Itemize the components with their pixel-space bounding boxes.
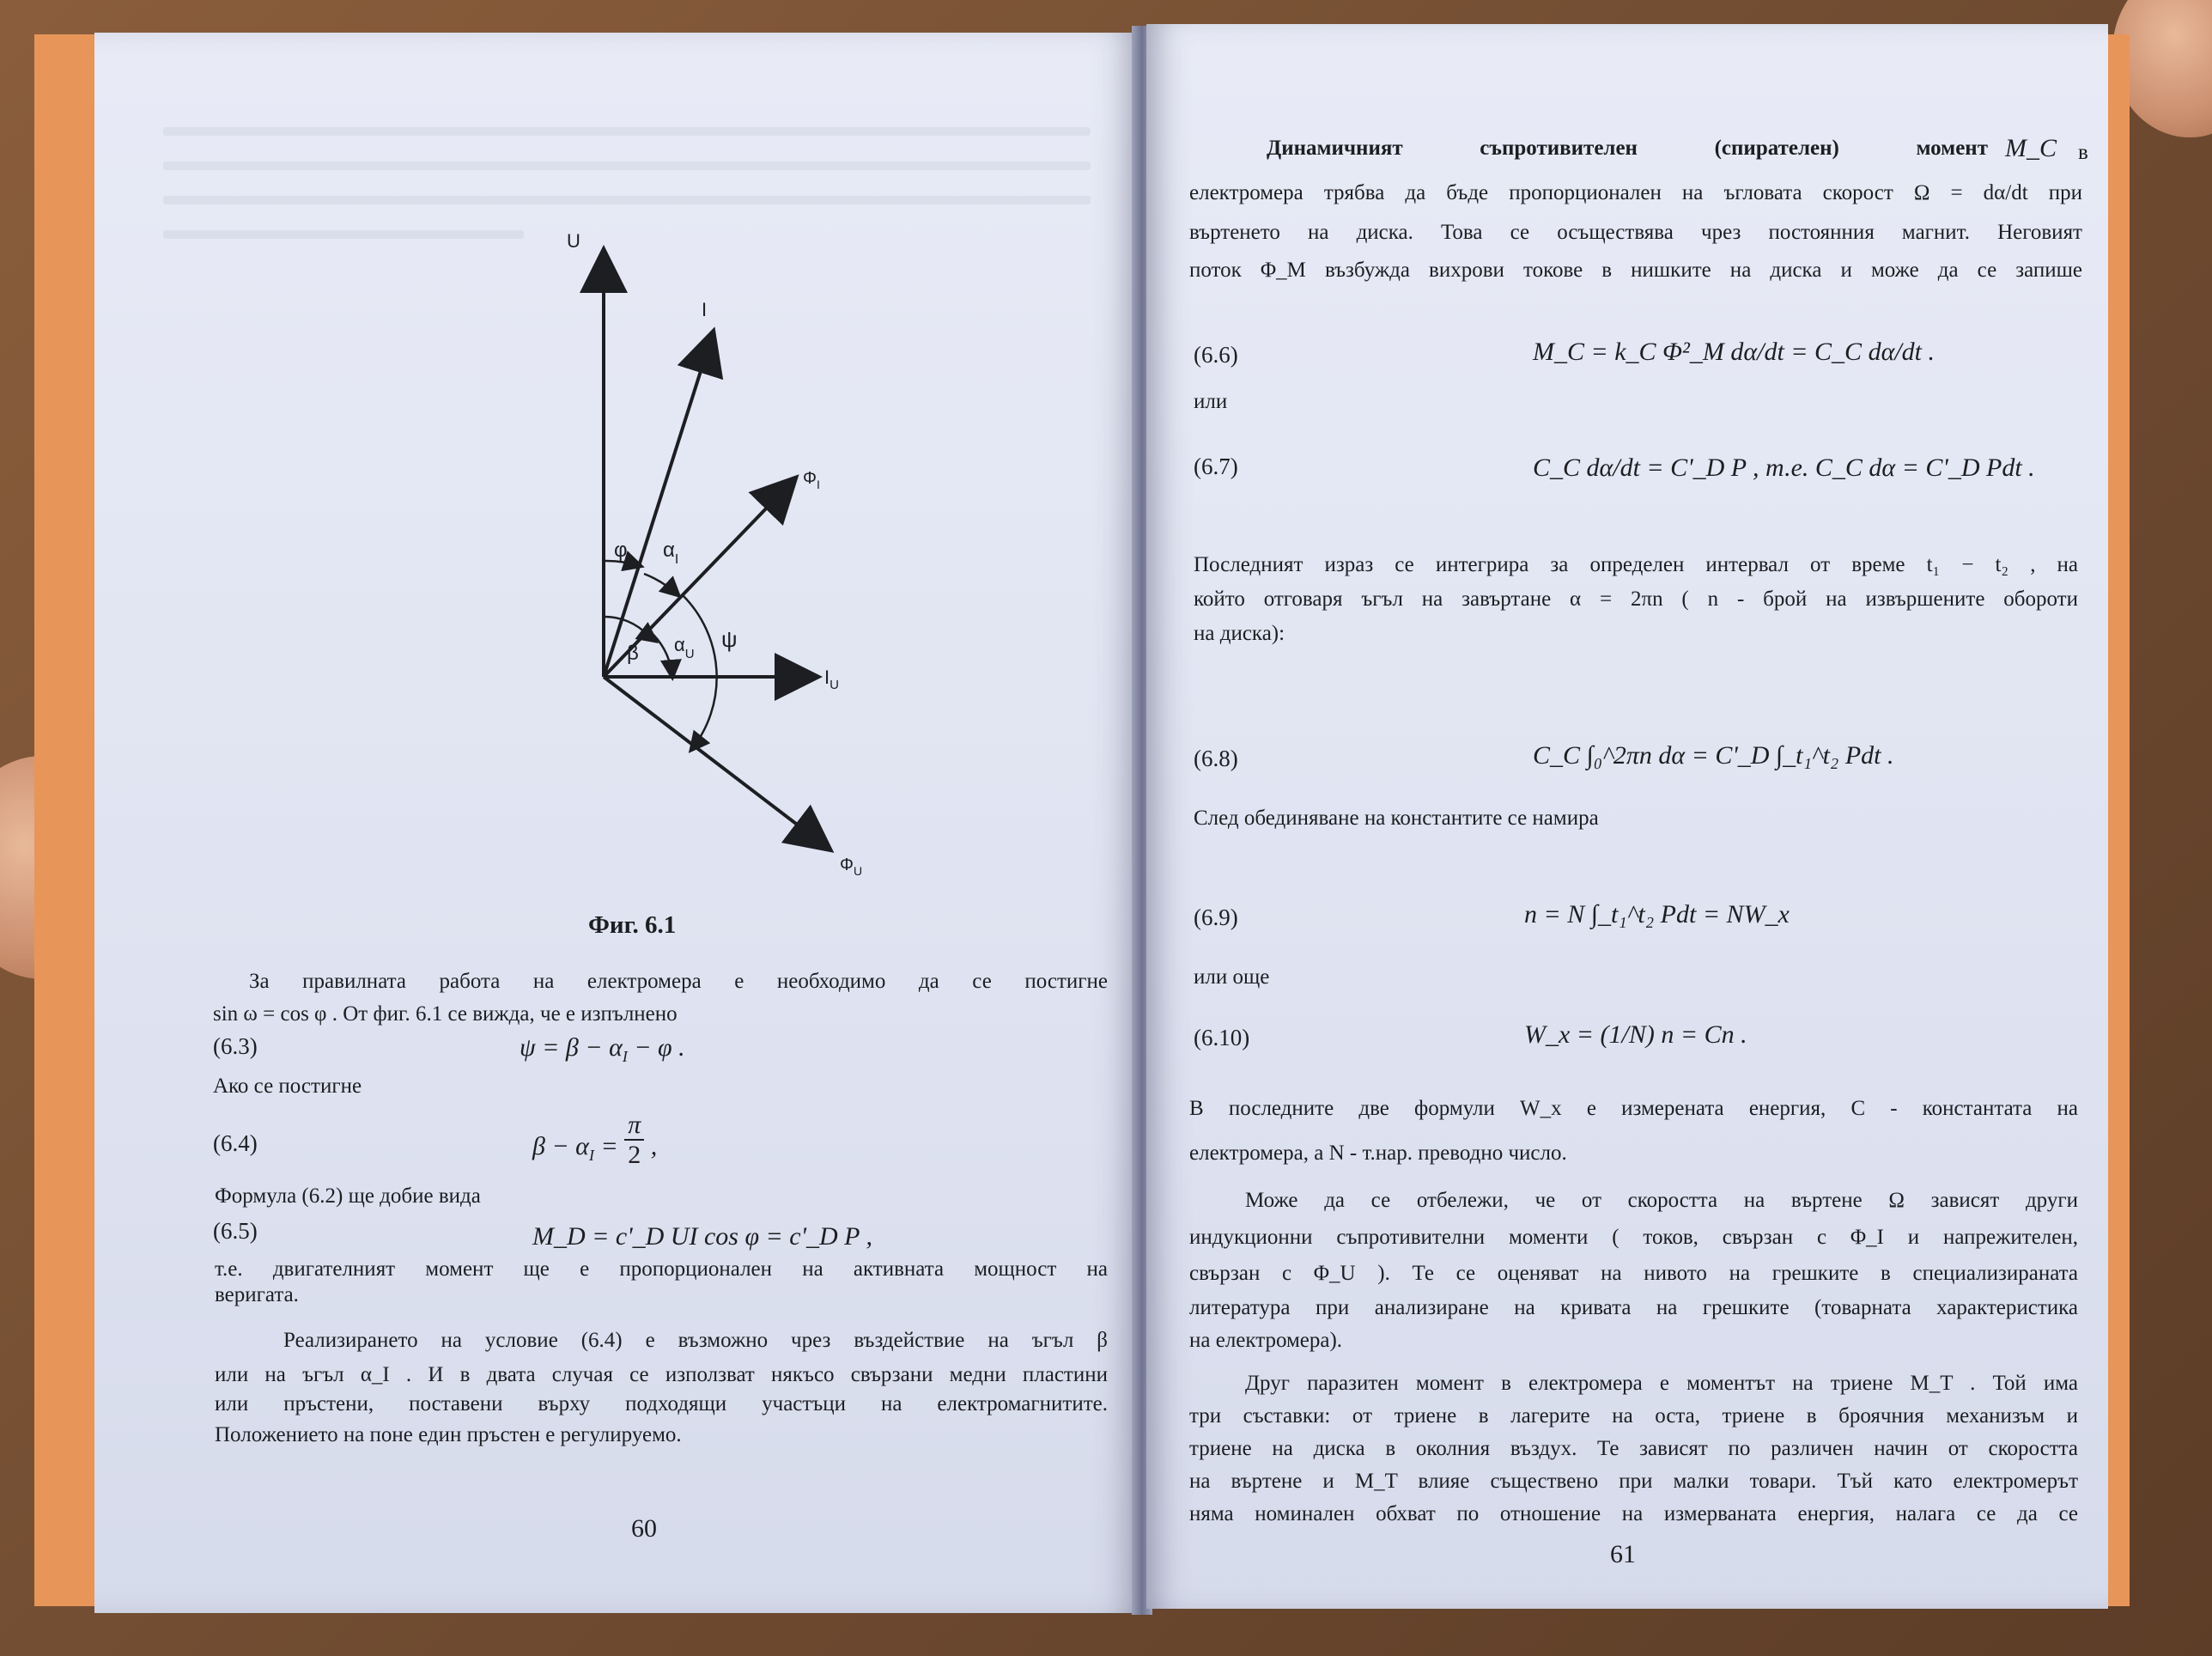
eq64: $\beta - \alpha_I$ = $\frac{\pi}{2}$ , — [532, 1111, 658, 1169]
phasor-diagram — [386, 196, 902, 900]
last-expr-line1: Последният израз се интегрира за определен интервал от време t₁ − t₂ , на — [1194, 553, 2078, 576]
ie-line1: т.е. двигателният момент ще е пропорционален на активната мощност на — [215, 1257, 1108, 1281]
heading-symbol: M_C — [2005, 134, 2057, 162]
left-para1-line2: sin ω = cos φ . От фиг. 6.1 се вижда, че е изпълнено — [213, 1002, 678, 1026]
p4-line2: три съставки: от триене в лагерите на оста, триене в броячния механизъм и — [1189, 1404, 2078, 1428]
arc-alpha-u — [653, 634, 672, 677]
i-vector — [604, 333, 713, 677]
left-para1-line1: За правилната работа на електромера е необходимо да се постигне — [249, 970, 1108, 993]
p4-line3: триене на диска в околния въздух. Те зависят по различен начин от скоростта — [1189, 1437, 2078, 1460]
left-page — [94, 33, 1138, 1613]
p3-line3: свързан с Φ_U ). Те се оценяват на нивото на грешките в специализираната — [1189, 1262, 2078, 1285]
p3-line5: на електромера). — [1189, 1329, 1343, 1352]
left-para2-line3: или пръстени, поставени върху подходящи участъци на електромагнитите. — [215, 1392, 1108, 1416]
eq68: C_C ∫₀^2πn dα = C'_D ∫_t₁^t₂ Pdt . — [1533, 741, 1894, 770]
last-formulas-line2: електромера, а N - т.нар. преводно число. — [1189, 1142, 1567, 1165]
label-phi-i: $\Phi_I$ — [803, 469, 820, 491]
eq67-number: (6.7) — [1194, 454, 1238, 479]
eq69-number: (6.9) — [1194, 904, 1238, 930]
ie-line2: веригата. — [215, 1283, 299, 1306]
left-para2-line1: Реализирането на условие (6.4) е възможно чрез въздействие на ъгъл β — [283, 1329, 1108, 1352]
right-line4: поток Φ_M възбужда вихрови токове в нишките на диска и може да се запише — [1189, 259, 2082, 282]
label-phi-u: $\Phi_U$ — [840, 855, 863, 878]
right-line2: електромера трябва да бъде пропорционален на ъгловата скорост Ω = dα/dt при — [1189, 181, 2082, 204]
if-achieved-text: Ако се постигне — [213, 1075, 362, 1098]
phi-u-vector — [604, 677, 829, 849]
eq68-number: (6.8) — [1194, 746, 1238, 771]
or-2: или още — [1194, 965, 1270, 989]
last-formulas-line1: В последните две формули W_x е измерената енергия, C - константата на — [1189, 1097, 2078, 1120]
label-phi: φ — [614, 539, 628, 562]
label-beta: β — [627, 642, 639, 665]
arc-beta — [604, 617, 655, 641]
eq66: M_C = k_C Φ²_M dα/dt = C_C dα/dt . — [1533, 338, 1935, 366]
eq65-number: (6.5) — [213, 1218, 258, 1244]
label-alpha-u: $\alpha_U$ — [674, 634, 695, 661]
eq65: M_D = c'_D UI cos φ = c'_D P , — [532, 1222, 872, 1251]
right-line3: въртенето на диска. Това се осъществява чрез постоянния магнит. Неговият — [1189, 221, 2082, 244]
page-number-61: 61 — [1610, 1540, 1636, 1568]
p3-line4: литература при анализиране на кривата на грешките (товарната характеристика — [1189, 1296, 2078, 1319]
eq63: $\psi = \beta - \alpha_I - \varphi$ . — [520, 1033, 685, 1065]
p3-line2: индукционни съпротивителни моменти ( токов, свързан с Φ_I и напрежителен, — [1189, 1226, 2078, 1249]
arc-alpha-i — [644, 574, 678, 595]
label-alpha-i: $\alpha_I$ — [663, 539, 679, 567]
formula-text: Формула (6.2) ще добие вида — [215, 1184, 481, 1208]
eq63-number: (6.3) — [213, 1033, 258, 1059]
arc-psi — [683, 595, 717, 750]
p4-line5: няма номинален обхват по отношение на измерваната енергия, налага се да се — [1189, 1502, 2078, 1525]
figure-caption: Фиг. 6.1 — [588, 911, 677, 939]
last-expr-line3: на диска): — [1194, 622, 1285, 645]
label-i: I — [702, 299, 708, 320]
heading-line: Динамичният съпротивителен (спирателен) момент — [1267, 137, 1988, 160]
label-iu: $I_U$ — [824, 667, 839, 692]
heading-end: в — [2078, 141, 2088, 164]
eq69: n = N ∫_t₁^t₂ Pdt = NW_x — [1524, 900, 1790, 928]
eq610-number: (6.10) — [1194, 1025, 1250, 1050]
eq610: W_x = (1/N) n = Cn . — [1524, 1020, 1747, 1049]
left-para2-line4: Положението на поне един пръстен е регулируемо. — [215, 1423, 682, 1446]
eq64-number: (6.4) — [213, 1130, 258, 1156]
label-u: U — [567, 230, 580, 252]
p4-line4: на въртене и M_T влияе съществено при малки товари. Тъй като електромерът — [1189, 1470, 2078, 1493]
or-1: или — [1194, 390, 1228, 413]
label-psi: ψ — [721, 626, 738, 652]
eq66-number: (6.6) — [1194, 342, 1238, 368]
after-combining-text: След обединяване на константите се намира — [1194, 807, 1599, 830]
eq67: C_C dα/dt = C'_D P , т.е. C_C dα = C'_D Pdt . — [1533, 454, 2035, 482]
right-page — [1146, 24, 2108, 1609]
p3-line1: Може да се отбележи, че от скоростта на въртене Ω зависят други — [1245, 1189, 2078, 1212]
left-para2-line2: или на ъгъл α_I . И в двата случая се използват някъсо свързани медни пластини — [215, 1363, 1108, 1386]
p4-line1: Друг паразитен момент в електромера е моментът на триене M_T . Той има — [1245, 1372, 2078, 1395]
last-expr-line2: който отговаря ъгъл на завъртане α = 2πn ( n - брой на извършените обороти — [1194, 588, 2078, 611]
page-number-60: 60 — [631, 1514, 657, 1543]
